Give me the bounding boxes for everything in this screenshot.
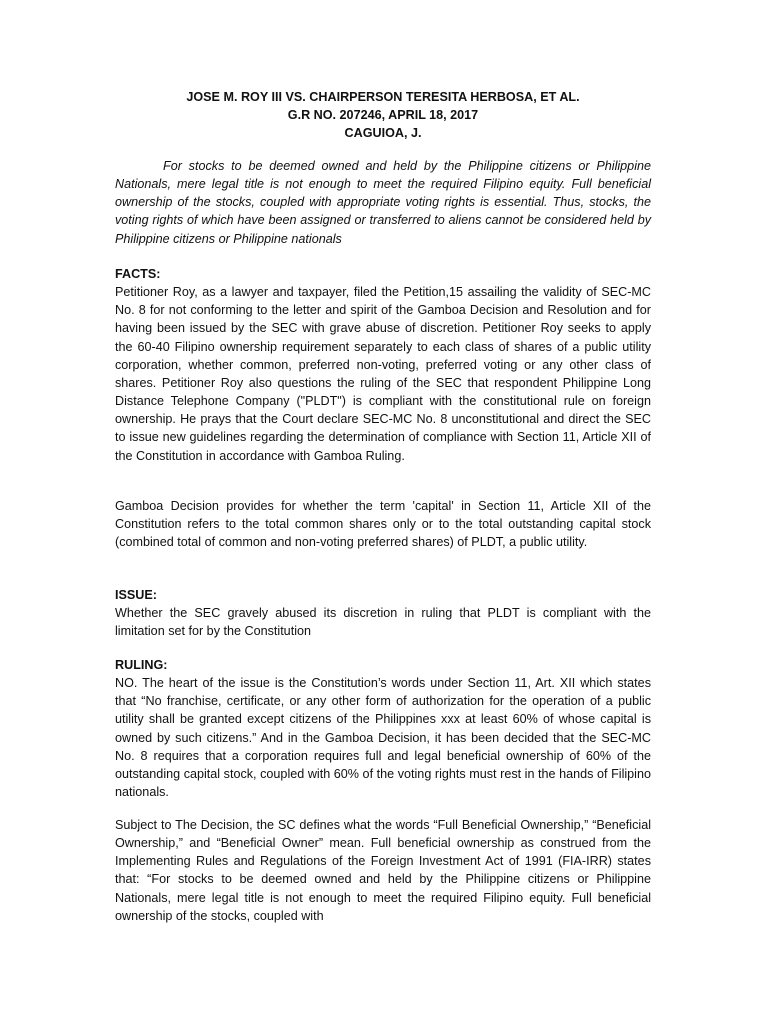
ruling-paragraph: NO. The heart of the issue is the Constitution’s words under Section 11, Art. XII which states that “No franchise, certificate, or any other form of authorization for the operation of a public utility shall be granted except citizens of the Philippines xxx at least 60% of whose capital is owned by such citizens.” And in the Gamboa Decision, it has been decided that the SEC-MC No. 8 requires that a corporation requires full and legal beneficial ownership of 60% of the outstanding capital stock, coupled with 60% of the voting rights must rest in the hands of Filipino nationals. (115, 676, 651, 800)
epigraph-paragraph: For stocks to be deemed owned and held by the Philippine citizens or Philippine Nationals, mere legal title is not enough to meet the required Filipino equity. Full beneficial ownership of the stocks, coupled with appropriate voting rights is essential. Thus, stocks, the voting rights of which have been assigned or transferred to aliens cannot be considered held by Philippine citizens or Philippine nationals (115, 159, 651, 246)
ruling-section (115, 656, 651, 801)
case-number-date: G.R NO. 207246, APRIL 18, 2017 (287, 108, 479, 123)
gamboa-paragraph: Gamboa Decision provides for whether the term 'capital' in Section 11, Article XII of the Constitution refers to the total common shares only or to the total outstanding capital stock (combined total of common and non-voting preferred shares) of PLDT, a public utility. (115, 499, 651, 550)
subject-paragraph: Subject to The Decision, the SC defines what the words “Full Beneficial Ownership,” “Beneficial Ownership,” and “Beneficial Owner” mean. Full beneficial ownership as construed from the Implementing Rules and Regulations of the Foreign Investment Act of 1991 (FIA-IRR) states that: “For stocks to be deemed owned and held by the Philippine citizens or Philippine Nationals, mere legal title is not enough to meet the required Filipino equity. Full beneficial ownership of the stocks, coupled with (115, 818, 651, 923)
facts-section (115, 265, 651, 465)
facts-paragraph: Petitioner Roy, as a lawyer and taxpayer, filed the Petition,15 assailing the validity of SEC-MC No. 8 for not conforming to the letter and spirit of the Gamboa Decision and Resolution and for having been issued by the SEC with grave abuse of discretion. Petitioner Roy seeks to apply the 60-40 Filipino ownership requirement separately to each class of shares of a public utility corporation, whether common, preferred non-voting, preferred voting or any other class of shares. Petitioner Roy also questions the ruling of the SEC that respondent Philippine Long Distance Telephone Company ("PLDT") is compliant with the constitutional rule on foreign ownership. He prays that the Court declare SEC-MC No. 8 unconstitutional and direct the SEC to issue new guidelines regarding the determination of compliance with Section 11, Article XII of the Constitution in accordance with Gamboa Ruling. (115, 285, 651, 463)
issue-heading: ISSUE: (115, 588, 157, 602)
ponente: CAGUIOA, J. (344, 126, 422, 141)
facts-heading: FACTS: (115, 267, 161, 281)
case-header (115, 88, 651, 143)
case-title: JOSE M. ROY III VS. CHAIRPERSON TERESITA HERBOSA, ET AL. (186, 90, 580, 104)
ruling-heading: RULING: (115, 658, 168, 672)
issue-paragraph: Whether the SEC gravely abused its discretion in ruling that PLDT is compliant with the limitation set for by the Constitution (115, 606, 651, 639)
issue-section (115, 586, 651, 640)
